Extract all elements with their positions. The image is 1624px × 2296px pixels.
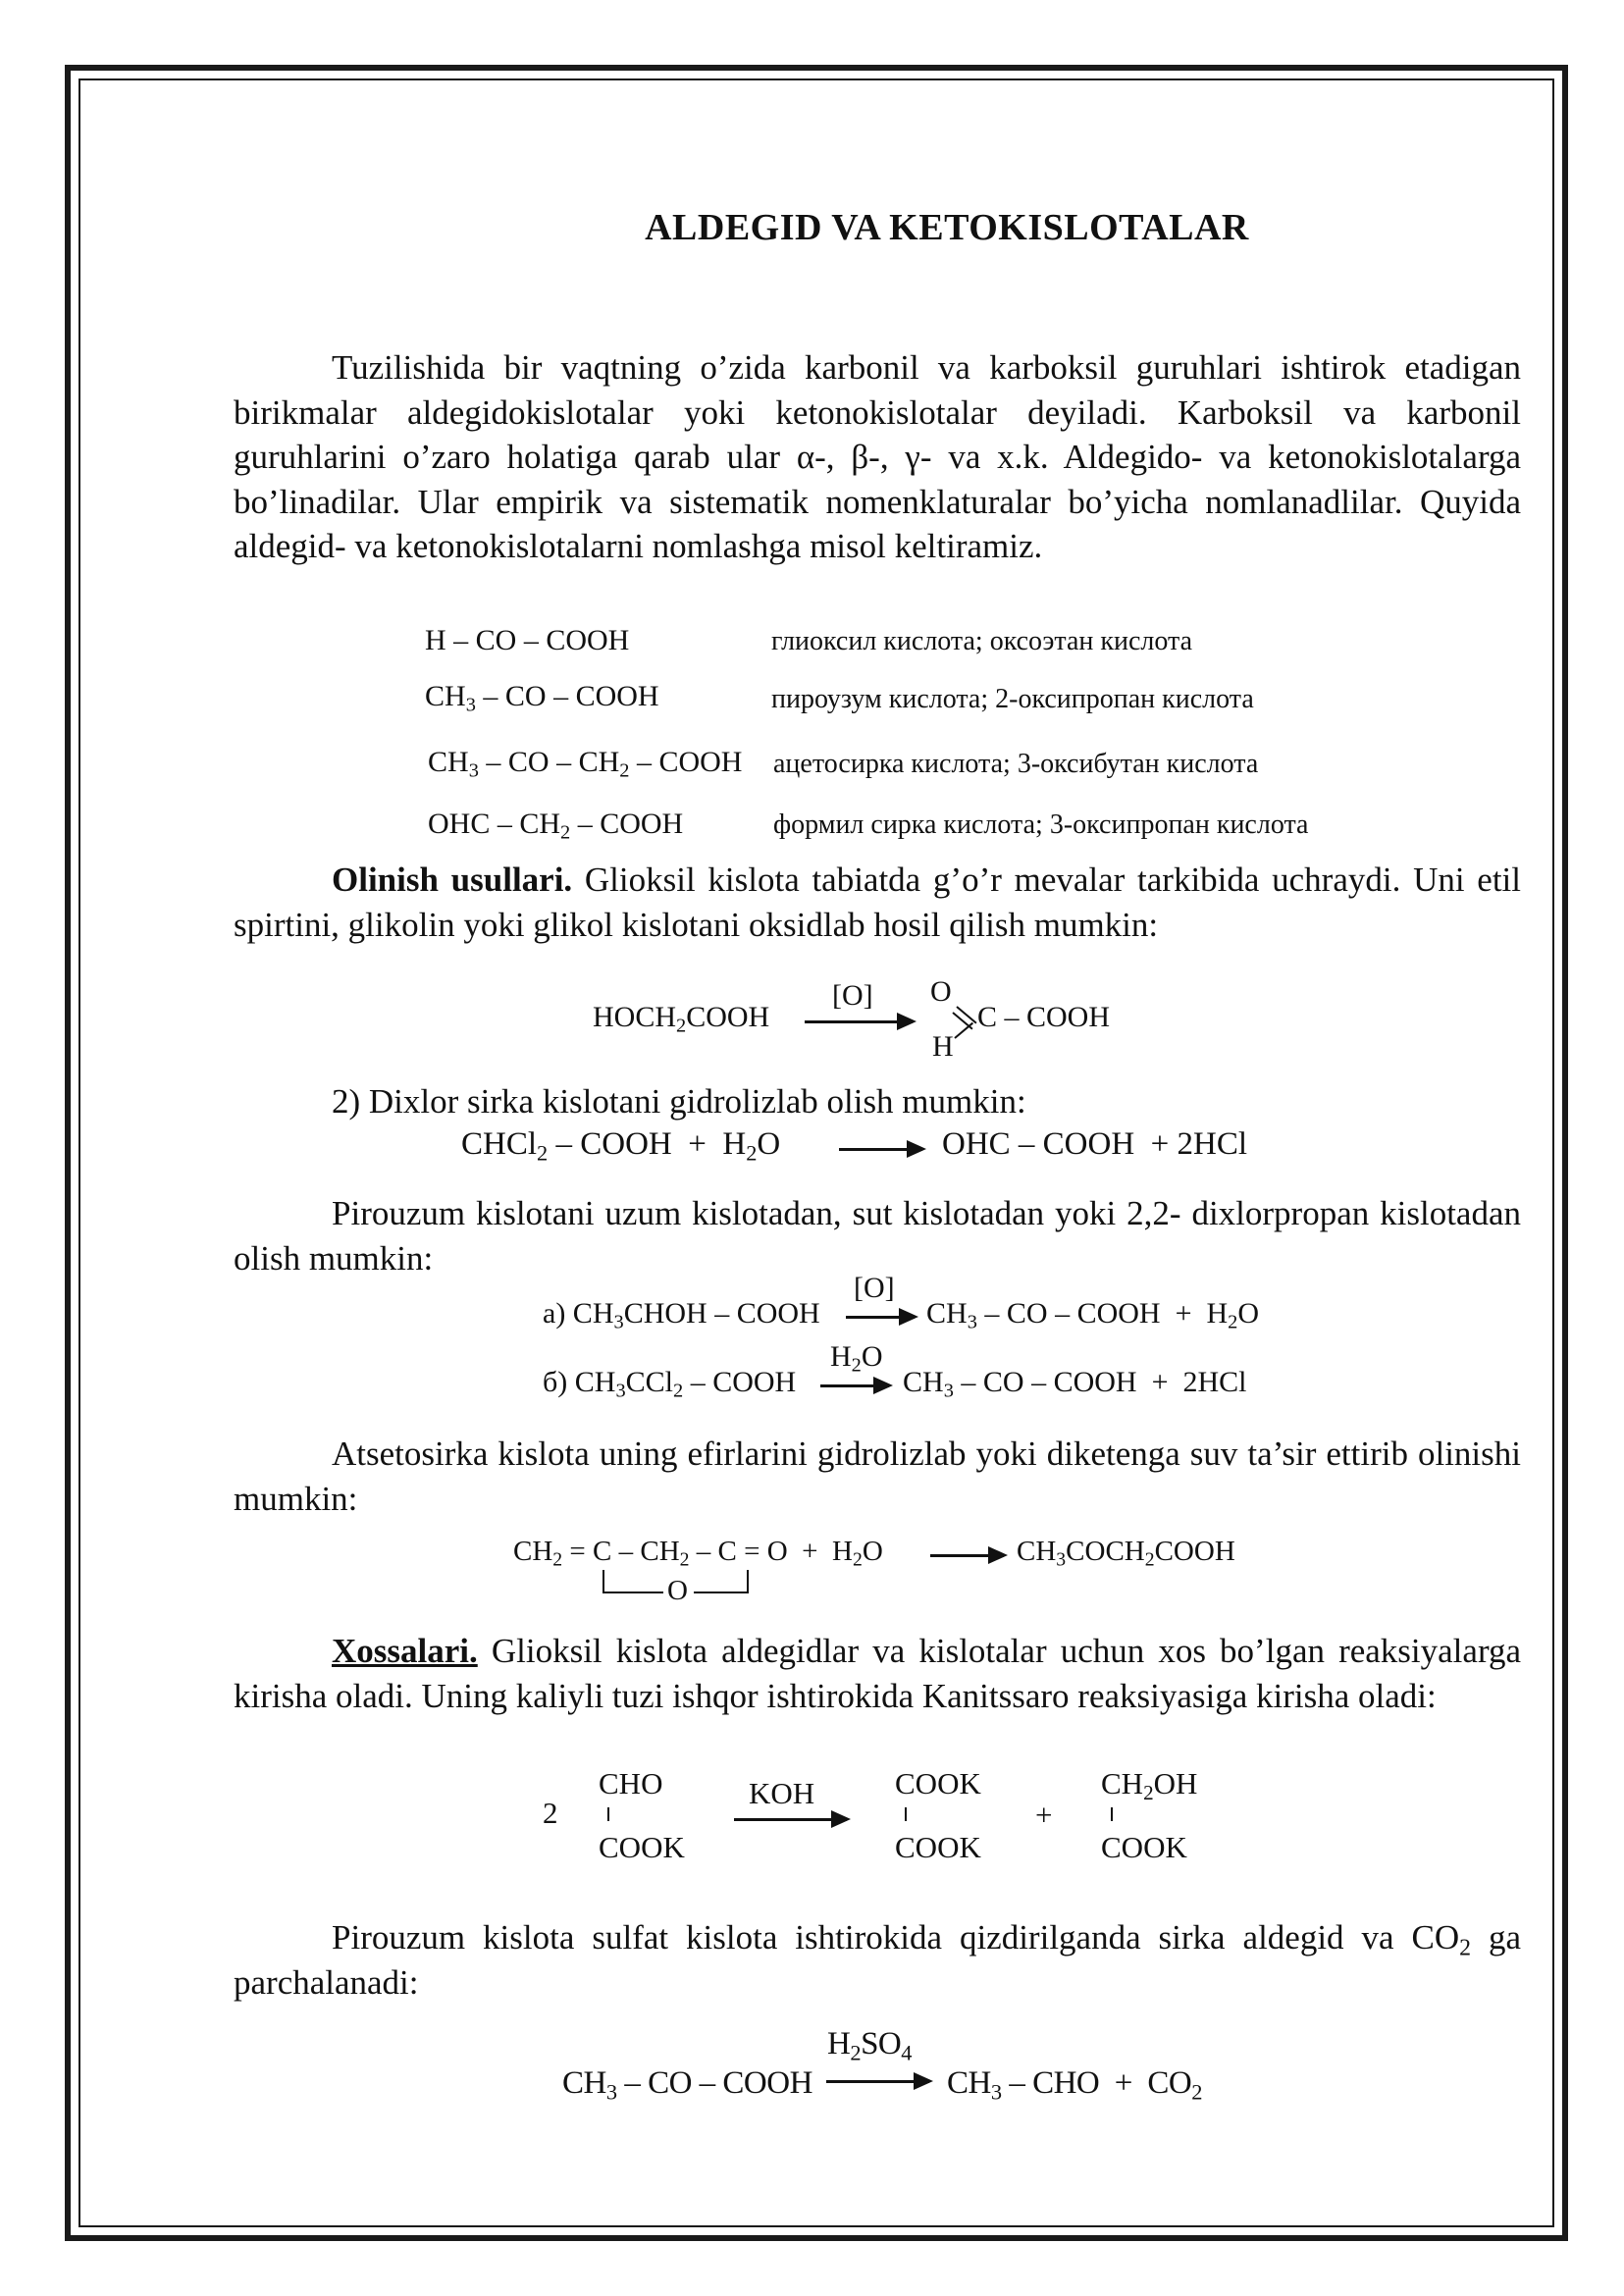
reaction6-condition: $H_2SO_4$: [827, 2026, 912, 2065]
reaction4-right: $CH_3COCH_2COOH$: [1017, 1536, 1235, 1571]
reaction5-plus: +: [1035, 1798, 1053, 1832]
formula-formylacetic: OHC – $CH_2$ – COOH: [428, 808, 684, 844]
reaction3b-left: б) $CH_3CCl_2$ – COOH: [543, 1366, 797, 1402]
pirouzum2-text: Pirouzum kislota sulfat kislota ishtirokida qizdirilganda sirka aldegid va $CO_2$ ga parchalanadi:: [234, 1918, 1521, 2002]
formula-glyoxylic: H – CO – COOH: [425, 624, 630, 656]
xossalari-heading: Xossalari.: [332, 1632, 478, 1670]
reaction5-product1-bottom: COOK: [895, 1830, 981, 1864]
reaction1-reactant: $HOCH_2COOH$: [593, 1001, 770, 1037]
reaction4-ring-left-vertical: [602, 1570, 604, 1593]
atseto-paragraph: [234, 1432, 1521, 1521]
reaction1-product-tail: C – COOH: [977, 1001, 1111, 1033]
reaction1-h: H: [932, 1030, 954, 1063]
reaction3a-condition: [O]: [854, 1272, 895, 1304]
reaction5-reactant-bond: [607, 1807, 609, 1821]
reaction5-product2-top: $CH_2OH$: [1101, 1766, 1198, 1804]
reaction1-arrow: [805, 1020, 913, 1023]
reaction3b-condition: $H_2O$: [830, 1340, 883, 1377]
dixlor-paragraph: [234, 1079, 1521, 1124]
reaction5-product1-bond: [905, 1807, 907, 1821]
pirouzum2-paragraph: [234, 1915, 1521, 2005]
olinish-paragraph: [234, 858, 1521, 947]
reaction4-ring-right-vertical: [747, 1570, 749, 1593]
reaction5-product2-bottom: COOK: [1101, 1830, 1187, 1864]
olinish-heading: Olinish usullari.: [332, 861, 573, 899]
name-formylacetic: формил сирка кислота; 3-оксипропан кислота: [773, 809, 1309, 840]
reaction5-reactant-top: CHO: [599, 1766, 663, 1800]
name-glyoxylic: глиоксил кислота; оксоэтан кислота: [771, 626, 1193, 656]
reaction2-arrow: [839, 1148, 922, 1151]
reaction4-left: $CH_2 = C - CH_2 - C = O + H_2O$: [513, 1536, 883, 1571]
reaction4-arrow: [930, 1554, 1004, 1557]
pirouzum-paragraph: [234, 1191, 1521, 1280]
reaction3a-right: $CH_3$ – CO – COOH + $H_2O$: [926, 1297, 1260, 1333]
reaction3a-arrow: [846, 1316, 915, 1319]
reaction5-condition: KOH: [749, 1776, 815, 1810]
formula-pyruvic: $CH_3$ – CO – COOH: [425, 680, 659, 716]
reaction6-left: $CH_3$ – CO – COOH: [562, 2065, 812, 2105]
reaction5-product1-top: COOK: [895, 1766, 981, 1800]
xossalari-text: Glioksil kislota aldegidlar va kislotalar uchun xos bo’lgan reaksiyalarga kirisha oladi. Uning kaliyli tuzi ishqor ishtirokida Kanitssaro reaksiyasiga kirisha oladi:: [234, 1632, 1521, 1715]
reaction5-coefficient: 2: [543, 1796, 558, 1830]
reaction5-reactant-bottom: COOK: [599, 1830, 685, 1864]
name-acetoacetic: ацетосирка кислота; 3-оксибутан кислота: [773, 749, 1259, 779]
reaction1-condition: [O]: [832, 979, 873, 1012]
name-pyruvic: пироузум кислота; 2-оксипропан кислота: [771, 684, 1254, 714]
olinish-text: Glioksil kislota tabiatda g’o’r mevalar tarkibida uchraydi. Uni etil spirtini, glikolin yoki glikol kislotani oksidlab hosil qilish mumkin:: [234, 861, 1521, 944]
reaction3a-left: а) $CH_3CHOH$ – COOH: [543, 1297, 820, 1333]
page-title: ALDEGID VA KETOKISLOTALAR: [645, 207, 1249, 248]
reaction5-product2-bond: [1111, 1807, 1113, 1821]
intro-text: Tuzilishida bir vaqtning o’zida karbonil va karboksil guruhlari ishtirok etadigan birikmalar aldegidokislotalar yoki ketonokislotalar deyiladi. Karboksil va karbonil guruhlarini o’zaro holatiga qarab ular α-, β-, γ- va x.k. Aldegido- va ketonokislotalarga bo’linadilar. Ular empirik va sistematik nomenklaturalar bo’yicha nomlanadlilar. Quyida aldegid- va ketonokislotalarni nomlashga misol keltiramiz.: [234, 348, 1521, 565]
reaction6-arrow: [826, 2080, 929, 2083]
reaction5-arrow: [734, 1818, 847, 1821]
atseto-text: Atsetosirka kislota uning efirlarini gidrolizlab yoki diketenga suv ta’sir ettirib olinishi mumkin:: [234, 1435, 1521, 1518]
reaction2-left: CHCl$_2$ – COOH + $H_2O$: [461, 1126, 781, 1166]
reaction4-ring-o: O: [667, 1575, 688, 1606]
reaction4-ring-right-horizontal: [694, 1592, 749, 1593]
formula-acetoacetic: $CH_3$ – CO – $CH_2$ – COOH: [428, 746, 743, 782]
intro-paragraph: [234, 345, 1521, 569]
reaction6-right: $CH_3$ – CHO + $CO_2$: [947, 2065, 1202, 2105]
reaction2-right: OHC – COOH + 2HCl: [942, 1126, 1248, 1162]
dixlor-text: 2) Dixlor sirka kislotani gidrolizlab olish mumkin:: [332, 1082, 1026, 1121]
reaction3b-right: $CH_3$ – CO – COOH + 2HCl: [903, 1366, 1247, 1402]
reaction1-o: O: [930, 975, 952, 1008]
reaction3b-arrow: [820, 1384, 889, 1387]
pirouzum-text: Pirouzum kislotani uzum kislotadan, sut kislotadan yoki 2,2- dixlorpropan kislotadan olish mumkin:: [234, 1194, 1521, 1278]
reaction4-ring-left-horizontal: [602, 1592, 663, 1593]
xossalari-paragraph: [234, 1629, 1521, 1718]
